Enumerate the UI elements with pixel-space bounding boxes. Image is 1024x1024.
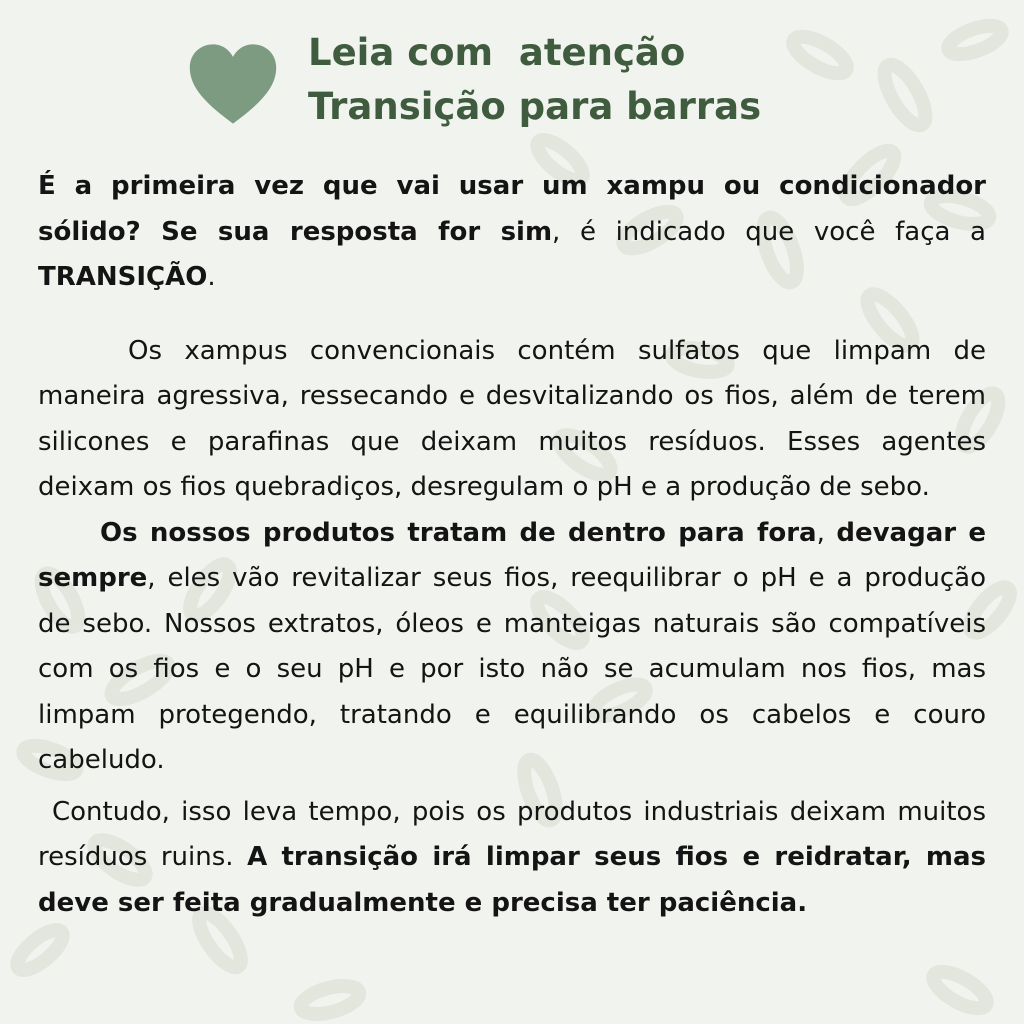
- heart-icon: [188, 42, 278, 126]
- title-line-2: Transição para barras: [308, 85, 762, 128]
- text-conventional-shampoos: Os xampus convencionais contém sulfatos que limpam de maneira agressiva, ressecando e desvitalizando os fios, além de terem silicones e parafinas que deixam muitos resíduos. Esses agentes deixam os fios quebradiços, desregulam o pH e a produção de sebo.: [38, 335, 986, 502]
- page-title: [308, 26, 761, 134]
- body-text: [38, 164, 986, 926]
- text-period: .: [207, 262, 216, 292]
- text-benefits: , eles vão revitalizar seus fios, reequilibrar o pH e a produção de sebo. Nossos extratos, óleos e manteigas naturais são compatíveis com os fios e o seu pH e por isto não se acumulam nos fios, mas limpam protegendo, tratando e equilibrando os cabelos e couro cabeludo.: [38, 563, 986, 775]
- bold-transicao: TRANSIÇÃO: [38, 262, 208, 292]
- bold-slowly-always: devagar e sempre: [38, 517, 986, 593]
- paragraph-however: [38, 790, 986, 927]
- title-line-1: Leia com atenção: [308, 31, 686, 74]
- bold-transition-patience: A transição irá limpar seus fios e reidratar, mas deve ser feita gradualmente e precisa ter paciência.: [38, 842, 987, 918]
- text-takes-time: Contudo, isso leva tempo, pois os produtos industriais deixam muitos resíduos ruins.: [38, 796, 986, 872]
- bold-question: É a primeira vez que vai usar um xampu ou condicionador sólido? Se sua resposta for sim: [38, 171, 986, 247]
- header: [0, 0, 1024, 150]
- paragraph-our-products: [38, 511, 986, 784]
- bold-inside-out: Os nossos produtos tratam de dentro para fora: [100, 517, 817, 548]
- paragraph-question: [38, 164, 986, 301]
- text-comma: ,: [816, 517, 837, 548]
- text-recommendation: , é indicado que você faça a: [552, 216, 986, 247]
- paragraph-conventional-shampoos: [38, 329, 986, 511]
